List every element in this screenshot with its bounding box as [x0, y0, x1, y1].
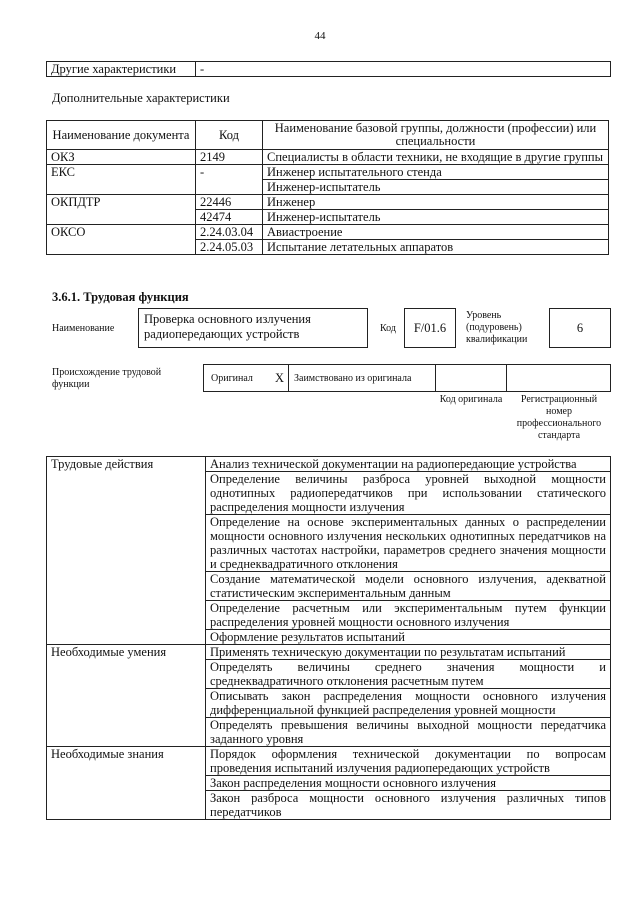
header-name: Наименование базовой группы, должности (профессии) или специальности	[263, 121, 609, 150]
code-original-label: Код оригинала	[439, 394, 503, 405]
origin-label: Происхождение трудовой функции	[52, 367, 162, 390]
list-item: Закон распределения мощности основного излучения	[206, 776, 611, 791]
name-cell: Инженер испытательного стенда	[263, 165, 609, 180]
list-item: Определение расчетным или экспериментальным путем функции распределения уровней мощности основного излучения	[206, 601, 611, 630]
code-cell: 2149	[196, 150, 263, 165]
code-cell: 2.24.05.03	[196, 240, 263, 255]
name-cell: Испытание летательных аппаратов	[263, 240, 609, 255]
code-cell: -	[196, 165, 263, 195]
table-row	[47, 457, 611, 472]
table-row	[47, 195, 609, 210]
name-cell: Авиастроение	[263, 225, 609, 240]
list-item: Определять превышения величины выходной мощности передатчика заданного уровня	[206, 718, 611, 747]
name-cell: Специалисты в области техники, не входящие в другие группы	[263, 150, 609, 165]
table-row	[47, 645, 611, 660]
labor-function-table	[46, 456, 611, 820]
list-item: Описывать закон распределения мощности основного излучения дифференциальной функцией распределения уровней мощности	[206, 689, 611, 718]
list-item: Определение величины разброса уровней выходной мощности однотипных радиопередатчиков при использовании статического распределения мощности излучения	[206, 472, 611, 515]
reg-number-box	[506, 364, 611, 392]
section-title: 3.6.1. Трудовая функция	[52, 290, 189, 304]
code-cell: 2.24.03.04	[196, 225, 263, 240]
header-doc: Наименование документа	[47, 121, 196, 150]
page-number: 44	[314, 30, 326, 42]
list-item: Применять техническую документации по результатам испытаний	[206, 645, 611, 660]
table-row	[47, 225, 609, 240]
list-item: Анализ технической документации на радиопередающие устройства	[206, 457, 611, 472]
borrowed-label: Заимствовано из оригинала	[294, 373, 412, 384]
additional-table	[46, 120, 609, 255]
level-label: Уровень (подуровень) квалификации	[466, 310, 528, 345]
section-label: Необходимые знания	[47, 747, 206, 820]
code-cell: 22446	[196, 195, 263, 210]
doc-cell: ЕКС	[47, 165, 196, 195]
level-box: 6	[549, 308, 611, 348]
table-row	[47, 150, 609, 165]
name-cell: Инженер-испытатель	[263, 210, 609, 225]
name-label: Наименование	[52, 323, 115, 334]
original-label: Оригинал	[211, 373, 253, 384]
doc-cell: ОКЗ	[47, 150, 196, 165]
table-row	[47, 165, 609, 180]
other-value: -	[196, 62, 611, 77]
section-label: Необходимые умения	[47, 645, 206, 747]
original-box	[203, 364, 289, 392]
list-item: Создание математической модели основного излучения, адекватной статистическим экспериментальным данным	[206, 572, 611, 601]
doc-cell: ОКСО	[47, 225, 196, 255]
function-code-box: F/01.6	[404, 308, 456, 348]
code-label: Код	[380, 323, 396, 334]
code-original-box	[435, 364, 507, 392]
function-name-box: Проверка основного излучения радиопередающих устройств	[138, 308, 368, 348]
list-item: Определение на основе экспериментальных данных о распределении мощности основного излучения нескольких однотипных передатчиков на различных частотах настройки, параметров среднего значения мощности и среднеквадратичного отклонения	[206, 515, 611, 572]
reg-number-label: Регистрационный номер профессионального стандарта	[516, 394, 602, 441]
section-label: Трудовые действия	[47, 457, 206, 645]
list-item: Порядок оформления технической документации по вопросам проведения испытаний излучения радиопередающих устройств	[206, 747, 611, 776]
additional-title: Дополнительные характеристики	[52, 91, 230, 105]
list-item: Закон разброса мощности основного излучения различных типов передатчиков	[206, 791, 611, 820]
other-label: Другие характеристики	[47, 62, 196, 77]
header-code: Код	[196, 121, 263, 150]
doc-cell: ОКПДТР	[47, 195, 196, 225]
list-item: Оформление результатов испытаний	[206, 630, 611, 645]
name-cell: Инженер	[263, 195, 609, 210]
table-row	[47, 747, 611, 776]
code-cell: 42474	[196, 210, 263, 225]
list-item: Определять величины среднего значения мощности и среднеквадратичного отклонения расчетным путем	[206, 660, 611, 689]
other-characteristics-table	[46, 61, 611, 77]
borrowed-box	[288, 364, 436, 392]
name-cell: Инженер-испытатель	[263, 180, 609, 195]
original-mark: X	[275, 371, 285, 385]
